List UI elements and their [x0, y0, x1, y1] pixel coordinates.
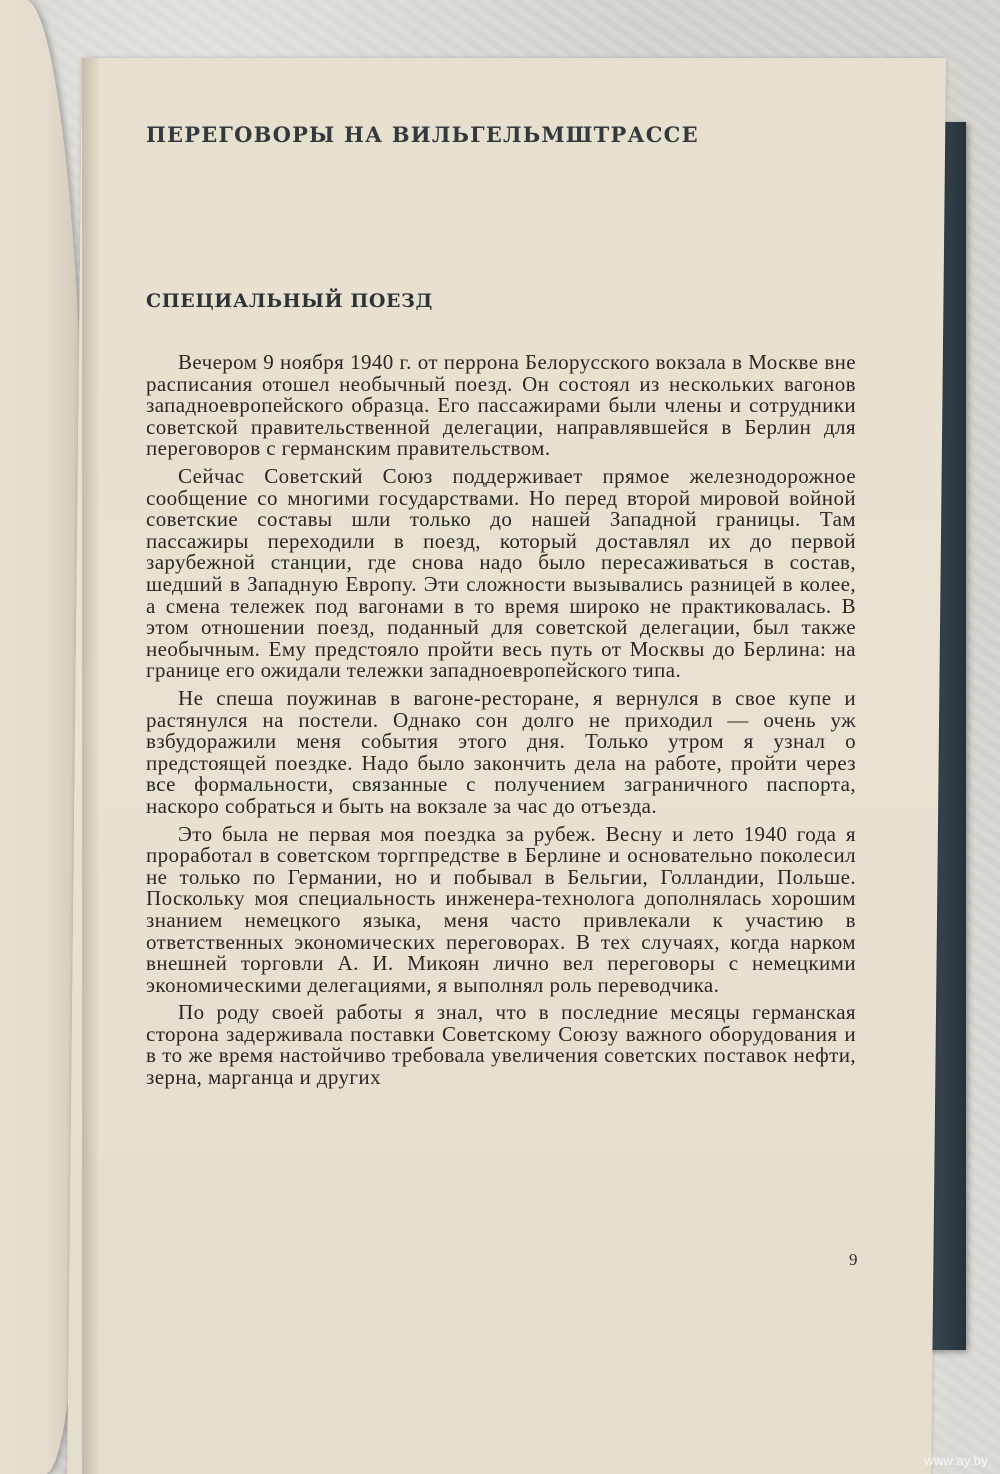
body-text	[146, 352, 856, 1089]
paragraph: Вечером 9 ноября 1940 г. от перрона Белорусского вокзала в Москве вне расписания отошел необычный поезд. Он состоял из нескольких вагонов западноевропейского образца. Его пассажирами были члены и сотрудники советской правительственной делегации, направлявшейся в Берлин для переговоров с германским правительством.	[146, 350, 856, 461]
watermark: www.ay.by	[924, 1453, 988, 1468]
section-title: СПЕЦИАЛЬНЫЙ ПОЕЗД	[146, 290, 433, 313]
page-gutter-shadow	[82, 58, 100, 1474]
paragraph: Это была не первая моя поездка за рубеж. Весну и лето 1940 года я проработал в советском торгпредстве в Берлине и основательно поколесил не только по Германии, но и побывал в Бельгии, Голландии, Польше. Поскольку моя специальность инженера-технолога дополнялась хорошим знанием немецкого языка, меня часто привлекали к участию в ответственных экономических переговорах. В тех случаях, когда нарком внешней торговли А. И. Микоян лично вел переговоры с немецкими экономическими делегациями, я выполнял роль переводчика.	[146, 821, 856, 997]
paragraph: Сейчас Советский Союз поддерживает прямое железнодорожное сообщение со многими государствами. Но перед второй мировой войной советские составы шли только до нашей Западной границы. Там пассажиры переходили в поезд, который доставлял их до первой зарубежной станции, где снова надо было пересаживаться в состав, шедший в Западную Европу. Эти сложности вызывались разницей в колее, а смена тележек под вагонами в то время широко не практиковалась. В этом отношении поезд, поданный для советской делегации, был также необычным. Ему предстояло пройти весь путь от Москвы до Берлина: на границе его ожидали тележки западноевропейского типа.	[146, 464, 856, 683]
page-content	[146, 120, 856, 1095]
paragraph: По роду своей работы я знал, что в последние месяцы германская сторона задерживала поставки Советскому Союзу важного оборудования и в то же время настойчиво требовала увеличения советских поставок нефти, зерна, марганца и других	[146, 1000, 856, 1090]
chapter-title: ПЕРЕГОВОРЫ НА ВИЛЬГЕЛЬМШТРАССЕ	[146, 122, 699, 147]
page-number: 9	[849, 1250, 858, 1269]
paragraph: Не спеша поужинав в вагоне-ресторане, я вернулся в свое купе и растянулся на постели. Однако сон долго не приходил — очень уж взбудоражили меня события этого дня. Только утром я узнал о предстоящей поездке. Надо было закончить дела на работе, пройти через все формальности, связанные с получением заграничного паспорта, наскоро собраться и быть на вокзале за час до отъезда.	[146, 685, 856, 818]
